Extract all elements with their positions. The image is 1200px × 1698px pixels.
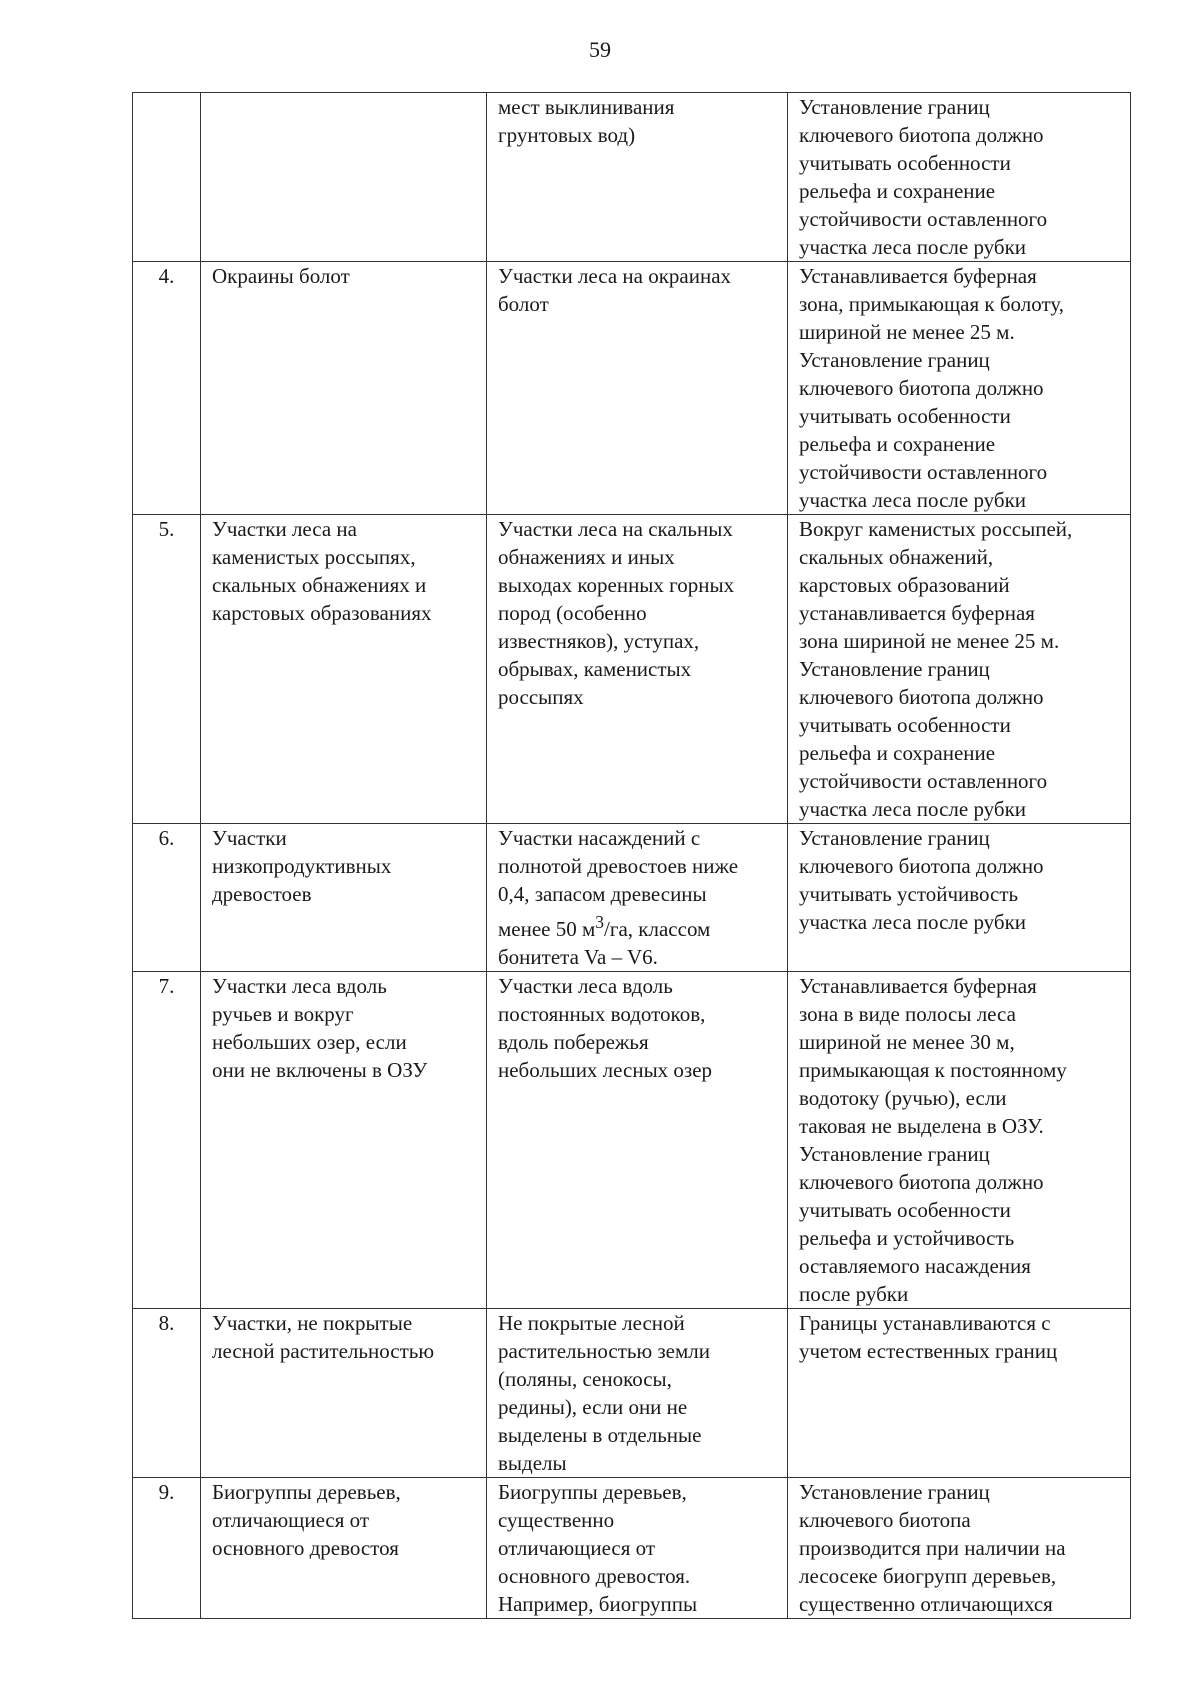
description-text-after: /га, классом бонитета Va – V6. [498,917,711,969]
description-cell: Участки леса на скальных обнажениях и иных выходах коренных горных пород (особенно известняков), уступах, обрывах, каменистых россыпях [487,515,788,824]
table-row [133,515,1131,824]
table-row [133,824,1131,972]
biotope-name-cell: Участки, не покрытые лесной растительностью [201,1309,487,1478]
requirements-cell: Установление границ ключевого биотопа должно учитывать устойчивость участка леса после рубки [788,824,1131,972]
row-number-cell: 6. [133,824,201,972]
description-cell: Биогруппы деревьев, существенно отличающиеся от основного древостоя. Например, биогруппы [487,1478,788,1619]
description-cell: Участки леса на окраинах болот [487,262,788,515]
description-cell [487,824,788,972]
table-row [133,1309,1131,1478]
biotope-name-cell: Участки леса вдоль ручьев и вокруг небольших озер, если они не включены в ОЗУ [201,972,487,1309]
requirements-cell: Границы устанавливаются с учетом естественных границ [788,1309,1131,1478]
row-number-cell: 9. [133,1478,201,1619]
biotope-name-cell: Биогруппы деревьев, отличающиеся от основного древостоя [201,1478,487,1619]
biotope-name-cell: Окраины болот [201,262,487,515]
description-cell: Участки леса вдоль постоянных водотоков, вдоль побережья небольших лесных озер [487,972,788,1309]
requirements-cell: Установление границ ключевого биотопа должно учитывать особенности рельефа и сохранение устойчивости оставленного участка леса после рубки [788,93,1131,262]
table-row [133,262,1131,515]
requirements-cell: Устанавливается буферная зона, примыкающая к болоту, шириной не менее 25 м. Установление границ ключевого биотопа должно учитывать особенности рельефа и сохранение устойчивости оставленного участка леса после рубки [788,262,1131,515]
biotope-name-cell: Участки леса на каменистых россыпях, скальных обнажениях и карстовых образованиях [201,515,487,824]
table-row [133,93,1131,262]
table-row [133,972,1131,1309]
superscript-exponent: 3 [595,912,605,932]
requirements-cell: Установление границ ключевого биотопа производится при наличии на лесосеке биогрупп деревьев, существенно отличающихся [788,1478,1131,1619]
table-row [133,1478,1131,1619]
row-number-cell: 4. [133,262,201,515]
row-number-cell: 7. [133,972,201,1309]
description-text-before: Участки насаждений с полнотой древостоев ниже 0,4, запасом древесины менее 50 м [498,826,739,941]
biotope-name-cell [201,93,487,262]
requirements-cell: Вокруг каменистых россыпей, скальных обнажений, карстовых образований устанавливается буферная зона шириной не менее 25 м. Установление границ ключевого биотопа должно учитывать особенности рельефа и сохранение устойчивости оставленного участка леса после рубки [788,515,1131,824]
page-number: 59 [589,37,611,62]
description-cell: мест выклинивания грунтовых вод) [487,93,788,262]
row-number-cell: 8. [133,1309,201,1478]
biotope-name-cell: Участки низкопродуктивных древостоев [201,824,487,972]
row-number-cell: 5. [133,515,201,824]
biotope-table [132,92,1131,1619]
row-number-cell [133,93,201,262]
requirements-cell: Устанавливается буферная зона в виде полосы леса шириной не менее 30 м, примыкающая к постоянному водотоку (ручью), если таковая не выделена в ОЗУ. Установление границ ключевого биотопа должно учитывать особенности рельефа и устойчивость оставляемого насаждения после рубки [788,972,1131,1309]
description-cell: Не покрытые лесной растительностью земли (поляны, сенокосы, редины), если они не выделены в отдельные выделы [487,1309,788,1478]
